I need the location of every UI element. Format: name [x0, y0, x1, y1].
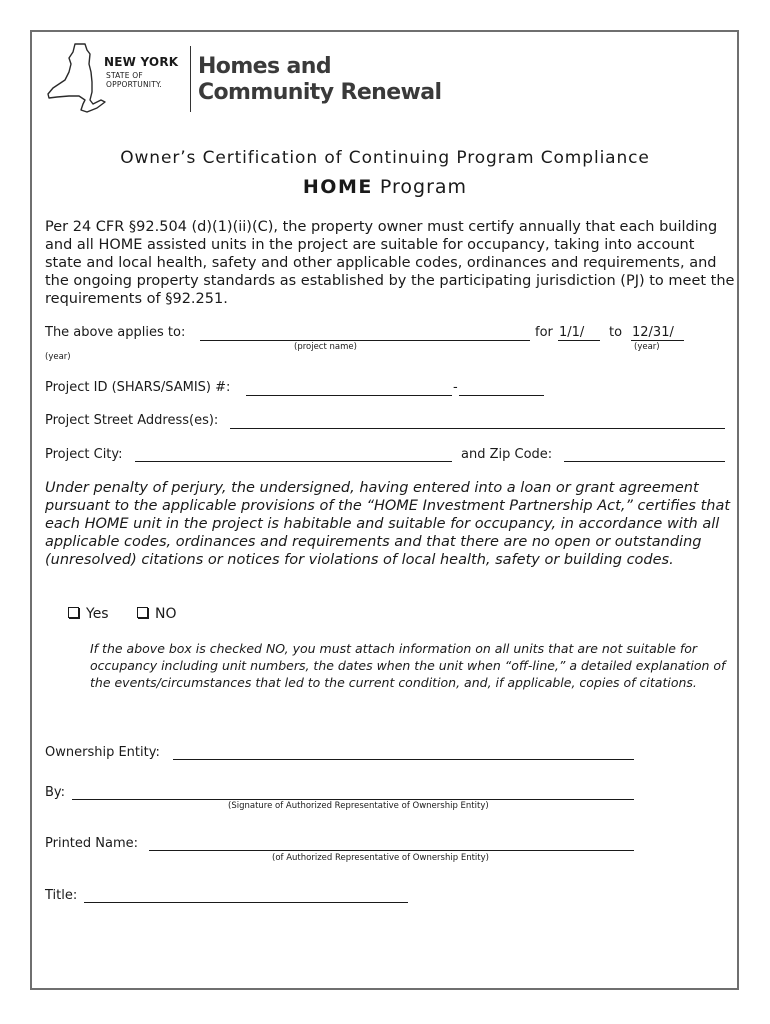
end-year-field[interactable] [631, 340, 684, 341]
logo-opportunity-text: OPPORTUNITY. [106, 80, 162, 89]
logo-new-york-text: NEW YORK [104, 55, 179, 69]
start-year-field[interactable] [558, 340, 600, 341]
title-field[interactable] [84, 902, 408, 903]
signature-caption: (Signature of Authorized Representative of Ownership Entity) [228, 801, 489, 811]
no-answer-note: If the above box is checked NO, you must attach information on all units that are not suitable for occupancy including unit numbers, the dates when the unit when “off-line,” a detailed explanation of the events/circumstances that led to the current condition, and, if applicable, copies of citations. [90, 641, 726, 690]
to-label: to [609, 325, 623, 340]
title-label: Title: [45, 888, 78, 903]
printed-name-field[interactable] [149, 850, 634, 851]
street-address-label: Project Street Address(es): [45, 413, 219, 428]
ownership-entity-field[interactable] [173, 759, 634, 760]
no-label: NO [155, 606, 177, 622]
printed-name-caption: (of Authorized Representative of Ownership Entity) [272, 853, 489, 863]
project-id-label: Project ID (SHARS/SAMIS) #: [45, 380, 231, 395]
logo-divider [190, 46, 191, 112]
signature-field[interactable] [72, 799, 634, 800]
logo-agency-line2: Community Renewal [198, 80, 442, 105]
project-name-field[interactable] [200, 340, 530, 341]
street-address-field[interactable] [230, 428, 725, 429]
intro-paragraph: Per 24 CFR §92.504 (d)(1)(ii)(C), the property owner must certify annually that each building and all HOME assisted units in the project are suitable for occupancy, taking into account state and local health, safety and other applicable codes, ordinances and requirements, and the ongoing property standards as established by the participating jurisdiction (PJ) to meet the requirements of §92.251. [45, 219, 735, 307]
year-caption-right: (year) [634, 342, 660, 352]
year-caption-left: (year) [45, 352, 71, 362]
project-city-field[interactable] [135, 461, 452, 462]
project-id-field-2[interactable] [459, 395, 544, 396]
project-city-label: Project City: [45, 447, 123, 462]
certification-paragraph: Under penalty of perjury, the undersigned, having entered into a loan or grant agreement pursuant to the applicable provisions of the “HOME Investment Partnership Act,” certifies that each HOME unit in the project is habitable and suitable for occupancy, in accordance with all applicable codes, ordinances and requirements and that there are no open or outstanding (unresolved) citations or notices for violations of local health, safety or building codes. [45, 480, 731, 568]
project-name-caption: (project name) [294, 342, 357, 352]
logo-agency-line1: Homes and [198, 54, 331, 79]
ownership-entity-label: Ownership Entity: [45, 745, 160, 760]
yes-option[interactable] [68, 606, 109, 622]
start-date-value: 1/1/ [559, 325, 585, 340]
applies-to-label: The above applies to: [45, 325, 186, 340]
program-title [0, 176, 770, 198]
no-option[interactable] [137, 606, 177, 622]
project-id-field-1[interactable] [246, 395, 452, 396]
by-label: By: [45, 785, 66, 800]
new-york-state-map-icon [45, 42, 107, 114]
yes-checkbox[interactable] [68, 607, 79, 618]
program-title-bold: HOME [302, 176, 373, 198]
yes-label: Yes [86, 606, 109, 622]
end-date-value: 12/31/ [632, 325, 674, 340]
form-title: Owner’s Certification of Continuing Program Compliance [120, 148, 650, 168]
zip-code-field[interactable] [564, 461, 725, 462]
project-id-separator: - [453, 380, 458, 395]
no-checkbox[interactable] [137, 607, 148, 618]
logo-state-of-text: STATE OF [106, 71, 143, 80]
zip-code-label: and Zip Code: [461, 447, 553, 462]
program-title-rest: Program [372, 176, 468, 198]
printed-name-label: Printed Name: [45, 836, 139, 851]
for-label: for [535, 325, 553, 340]
